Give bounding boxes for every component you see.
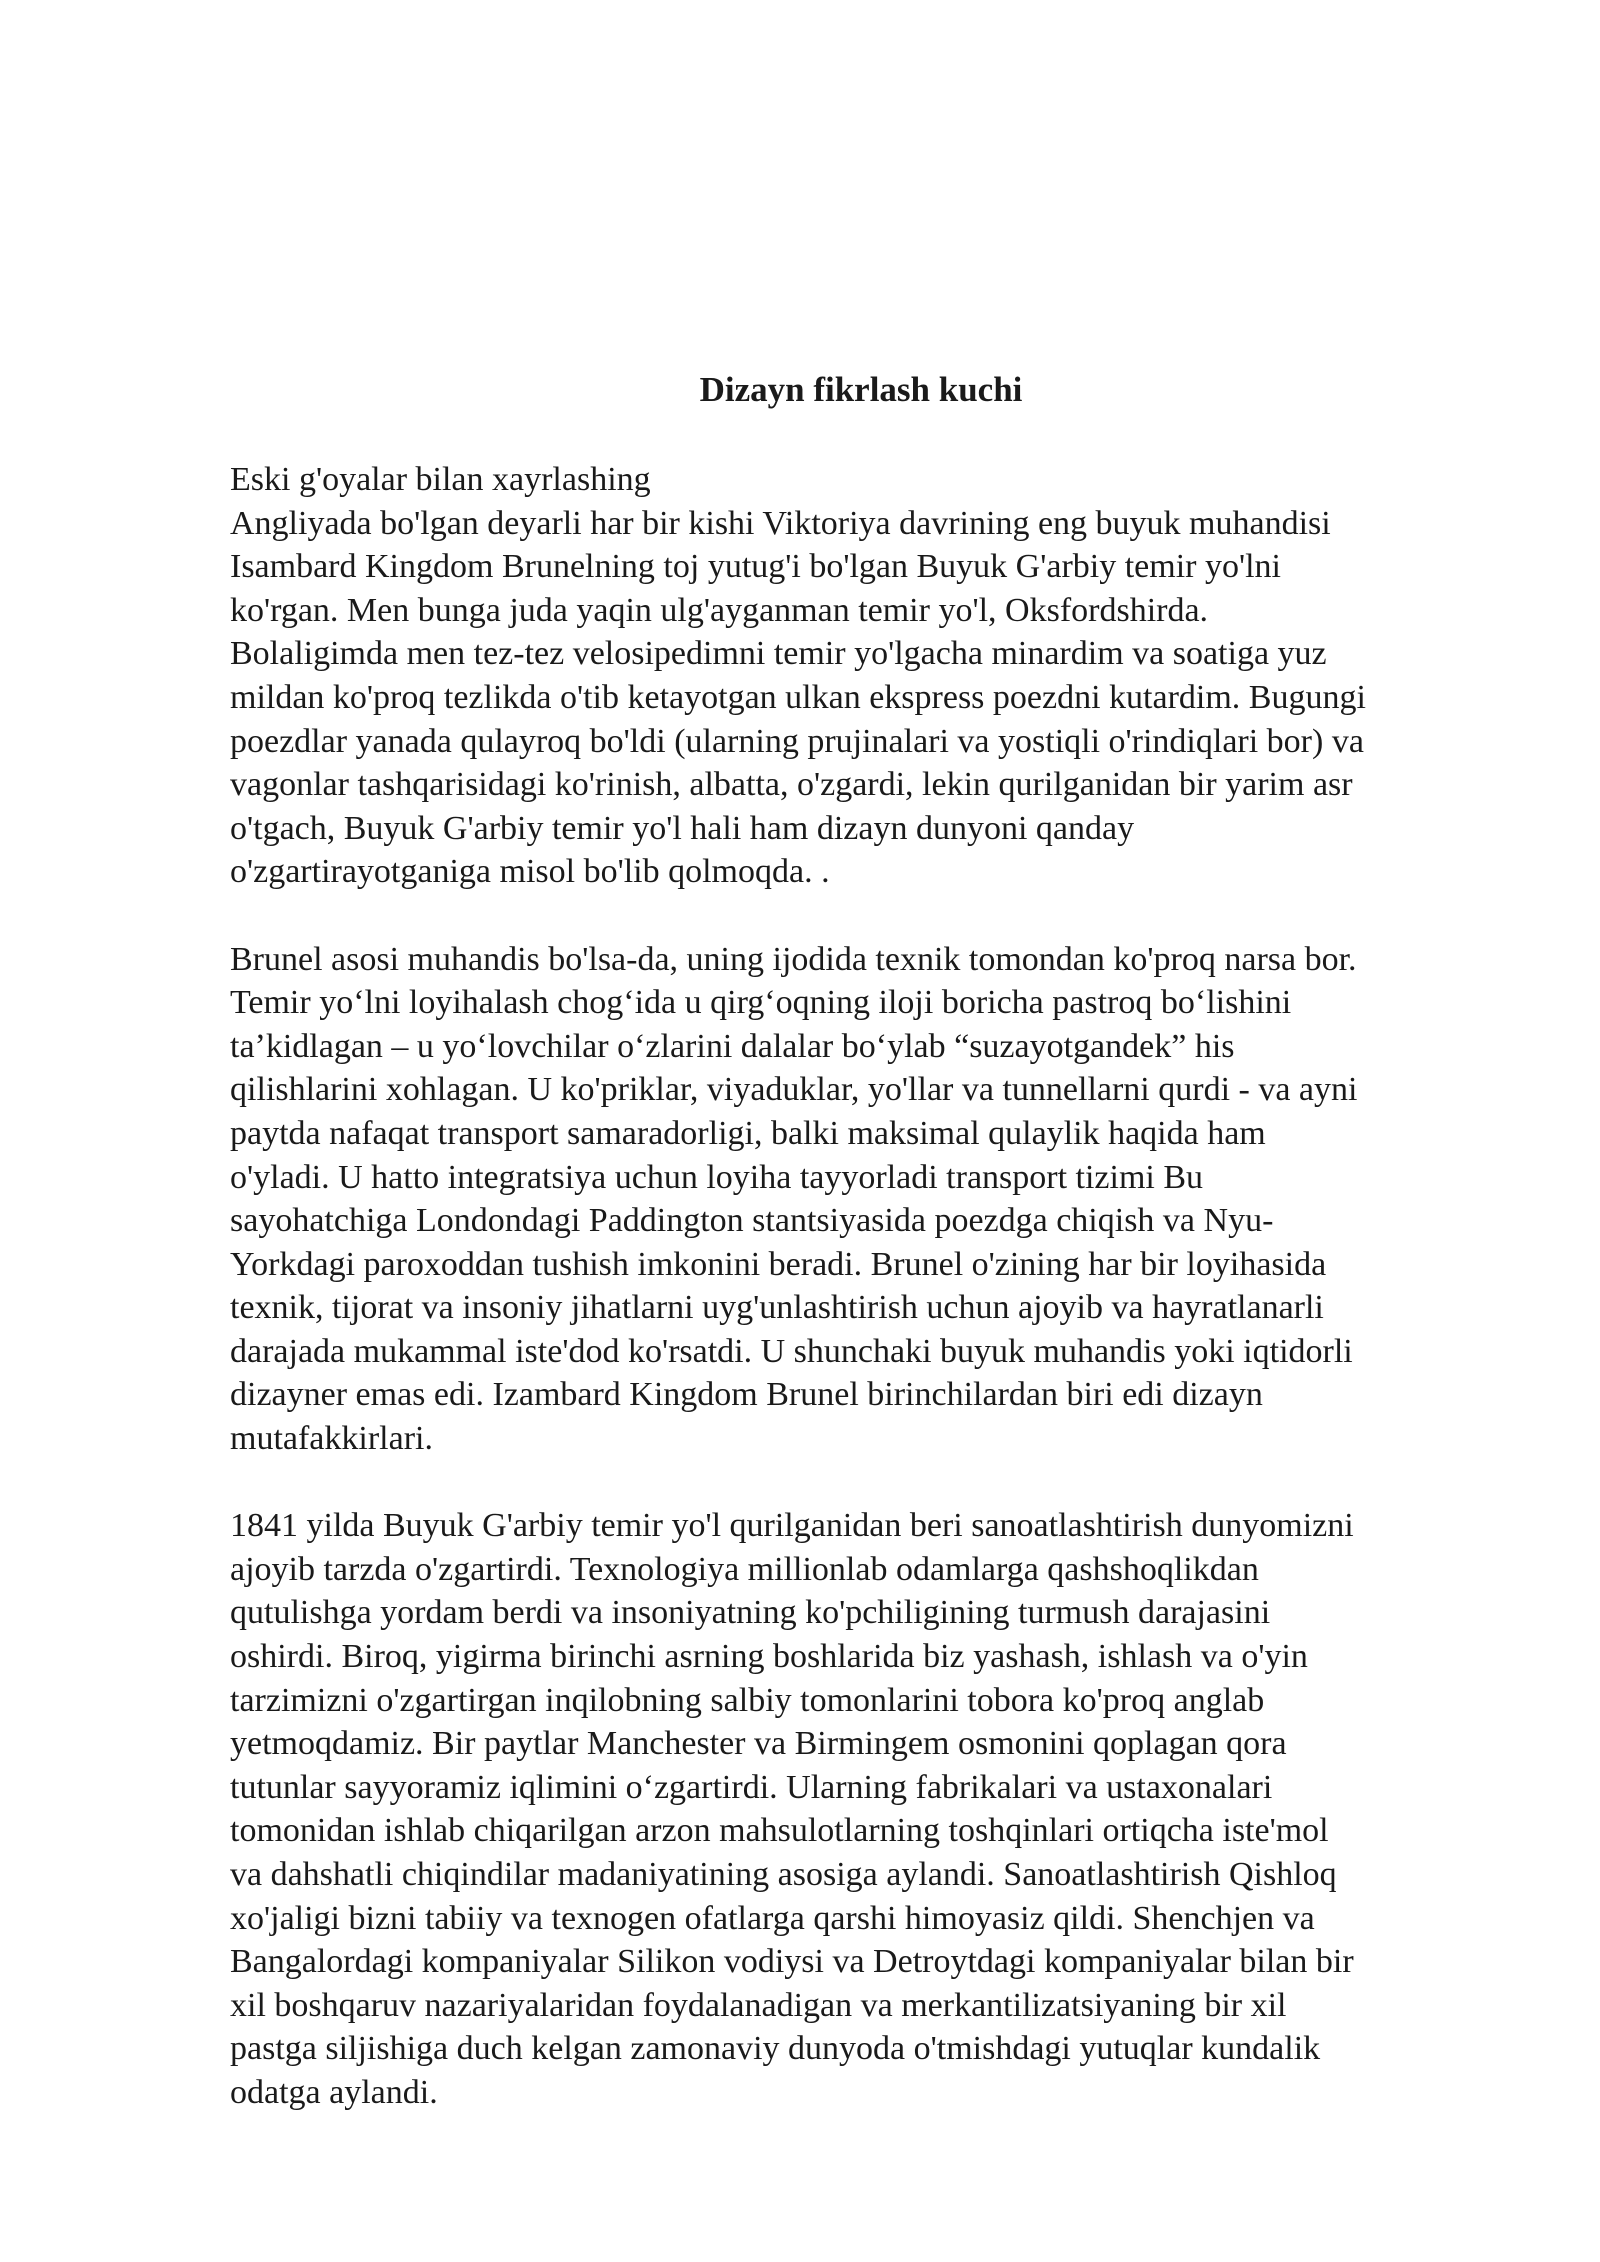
text-line: Bolaligimda men tez-tez velosipedimni temir yo'lgacha minardim va soatiga yuz (230, 635, 1327, 673)
text-line: Bangalordagi kompaniyalar Silikon vodiysi va Detroytdagi kompaniyalar bilan bir (230, 1943, 1354, 1981)
document-body (230, 458, 1530, 2115)
text-line: 1841 yilda Buyuk G'arbiy temir yo'l qurilganidan beri sanoatlashtirish dunyomizni (230, 1507, 1354, 1545)
paragraph-gap (230, 894, 1530, 938)
text-line: qilishlarini xohlagan. U ko'priklar, viyaduklar, yo'llar va tunnellarni qurdi - va ayni (230, 1071, 1358, 1109)
text-line: Angliyada bo'lgan deyarli har bir kishi Viktoriya davrining eng buyuk muhandisi (230, 504, 1331, 542)
paragraph-3 (230, 1504, 1530, 2114)
paragraph-1 (230, 458, 1530, 894)
text-line: va dahshatli chiqindilar madaniyatining asosiga aylandi. Sanoatlashtirish Qishloq (230, 1856, 1337, 1893)
text-line: taʼkidlagan – u yoʻlovchilar oʻzlarini dalalar boʻylab “suzayotgandek” his (230, 1027, 1235, 1065)
text-line: ajoyib tarzda o'zgartirdi. Texnologiya millionlab odamlarga qashshoqlikdan (230, 1550, 1259, 1588)
text-line: xo'jaligi bizni tabiiy va texnogen ofatlarga qarshi himoyasiz qildi. Shenchjen va (230, 1899, 1315, 1937)
text-line: Eski g'oyalar bilan xayrlashing (230, 461, 651, 498)
text-line: texnik, tijorat va insoniy jihatlarni uyg'unlashtirish uchun ajoyib va hayratlanarli (230, 1289, 1324, 1327)
text-line: qutulishga yordam berdi va insoniyatning ko'pchiligining turmush darajasini (230, 1594, 1271, 1632)
text-line: o'zgartirayotganiga misol bo'lib qolmoqda. . (230, 853, 830, 891)
text-line: Temir yoʻlni loyihalash chogʻida u qirgʻoqning iloji boricha pastroq boʻlishini (230, 984, 1292, 1022)
text-line: Yorkdagi paroxoddan tushish imkonini beradi. Brunel o'zining har bir loyihasida (230, 1245, 1327, 1283)
text-line: tomonidan ishlab chiqarilgan arzon mahsulotlarning toshqinlari ortiqcha iste'mol (230, 1812, 1329, 1850)
text-line: Isambard Kingdom Brunelning toj yutug'i bo'lgan Buyuk G'arbiy temir yo'lni (230, 548, 1281, 586)
text-line: yetmoqdamiz. Bir paytlar Manchester va Birmingem osmonini qoplagan qora (230, 1725, 1287, 1763)
text-line: Brunel asosi muhandis bo'lsa-da, uning ijodida texnik tomondan ko'proq narsa bor. (230, 940, 1357, 978)
text-line: mildan ko'proq tezlikda o'tib ketayotgan ulkan ekspress poezdni kutardim. Bugungi (230, 678, 1366, 716)
text-line: poezdlar yanada qulayroq bo'ldi (ularning prujinalari va yostiqli o'rindiqlari bor) va (230, 722, 1364, 760)
text-line: mutafakkirlari. (230, 1420, 433, 1458)
text-line: odatga aylandi. (230, 2073, 438, 2111)
text-line: ko'rgan. Men bunga juda yaqin ulg'ayganman temir yo'l, Oksfordshirda. (230, 591, 1209, 629)
text-line: dizayner emas edi. Izambard Kingdom Brunel birinchilardan biri edi dizayn (230, 1376, 1263, 1414)
paragraph-gap (230, 1461, 1530, 1505)
text-line: paytda nafaqat transport samaradorligi, balki maksimal qulaylik haqida ham (230, 1114, 1266, 1152)
text-line: xil boshqaruv nazariyalaridan foydalanadigan va merkantilizatsiyaning bir xil (230, 1986, 1287, 2024)
text-line: tutunlar sayyoramiz iqlimini oʻzgartirdi. Ularning fabrikalari va ustaxonalari (230, 1768, 1273, 1806)
text-line: o'yladi. U hatto integratsiya uchun loyiha tayyorladi transport tizimi Bu (230, 1158, 1204, 1196)
text-line: tarzimizni o'zgartirgan inqilobning salbiy tomonlarini tobora ko'proq anglab (230, 1681, 1265, 1719)
text-line: o'tgach, Buyuk G'arbiy temir yo'l hali ham dizayn dunyoni qanday (230, 809, 1135, 847)
text-line: oshirdi. Biroq, yigirma birinchi asrning boshlarida biz yashash, ishlash va o'yin (230, 1638, 1308, 1676)
text-line: pastga siljishiga duch kelgan zamonaviy dunyoda o'tmishdagi yutuqlar kundalik (230, 2030, 1321, 2068)
text-line: sayohatchiga Londondagi Paddington stantsiyasida poezdga chiqish va Nyu- (230, 1202, 1274, 1240)
text-line: vagonlar tashqarisidagi ko'rinish, albatta, o'zgardi, lekin qurilganidan bir yarim asr (230, 766, 1353, 804)
text-line: darajada mukammal iste'dod ko'rsatdi. U shunchaki buyuk muhandis yoki iqtidorli (230, 1332, 1353, 1370)
document-title: Dizayn fikrlash kuchi (699, 370, 1023, 409)
paragraph-2 (230, 938, 1530, 1461)
